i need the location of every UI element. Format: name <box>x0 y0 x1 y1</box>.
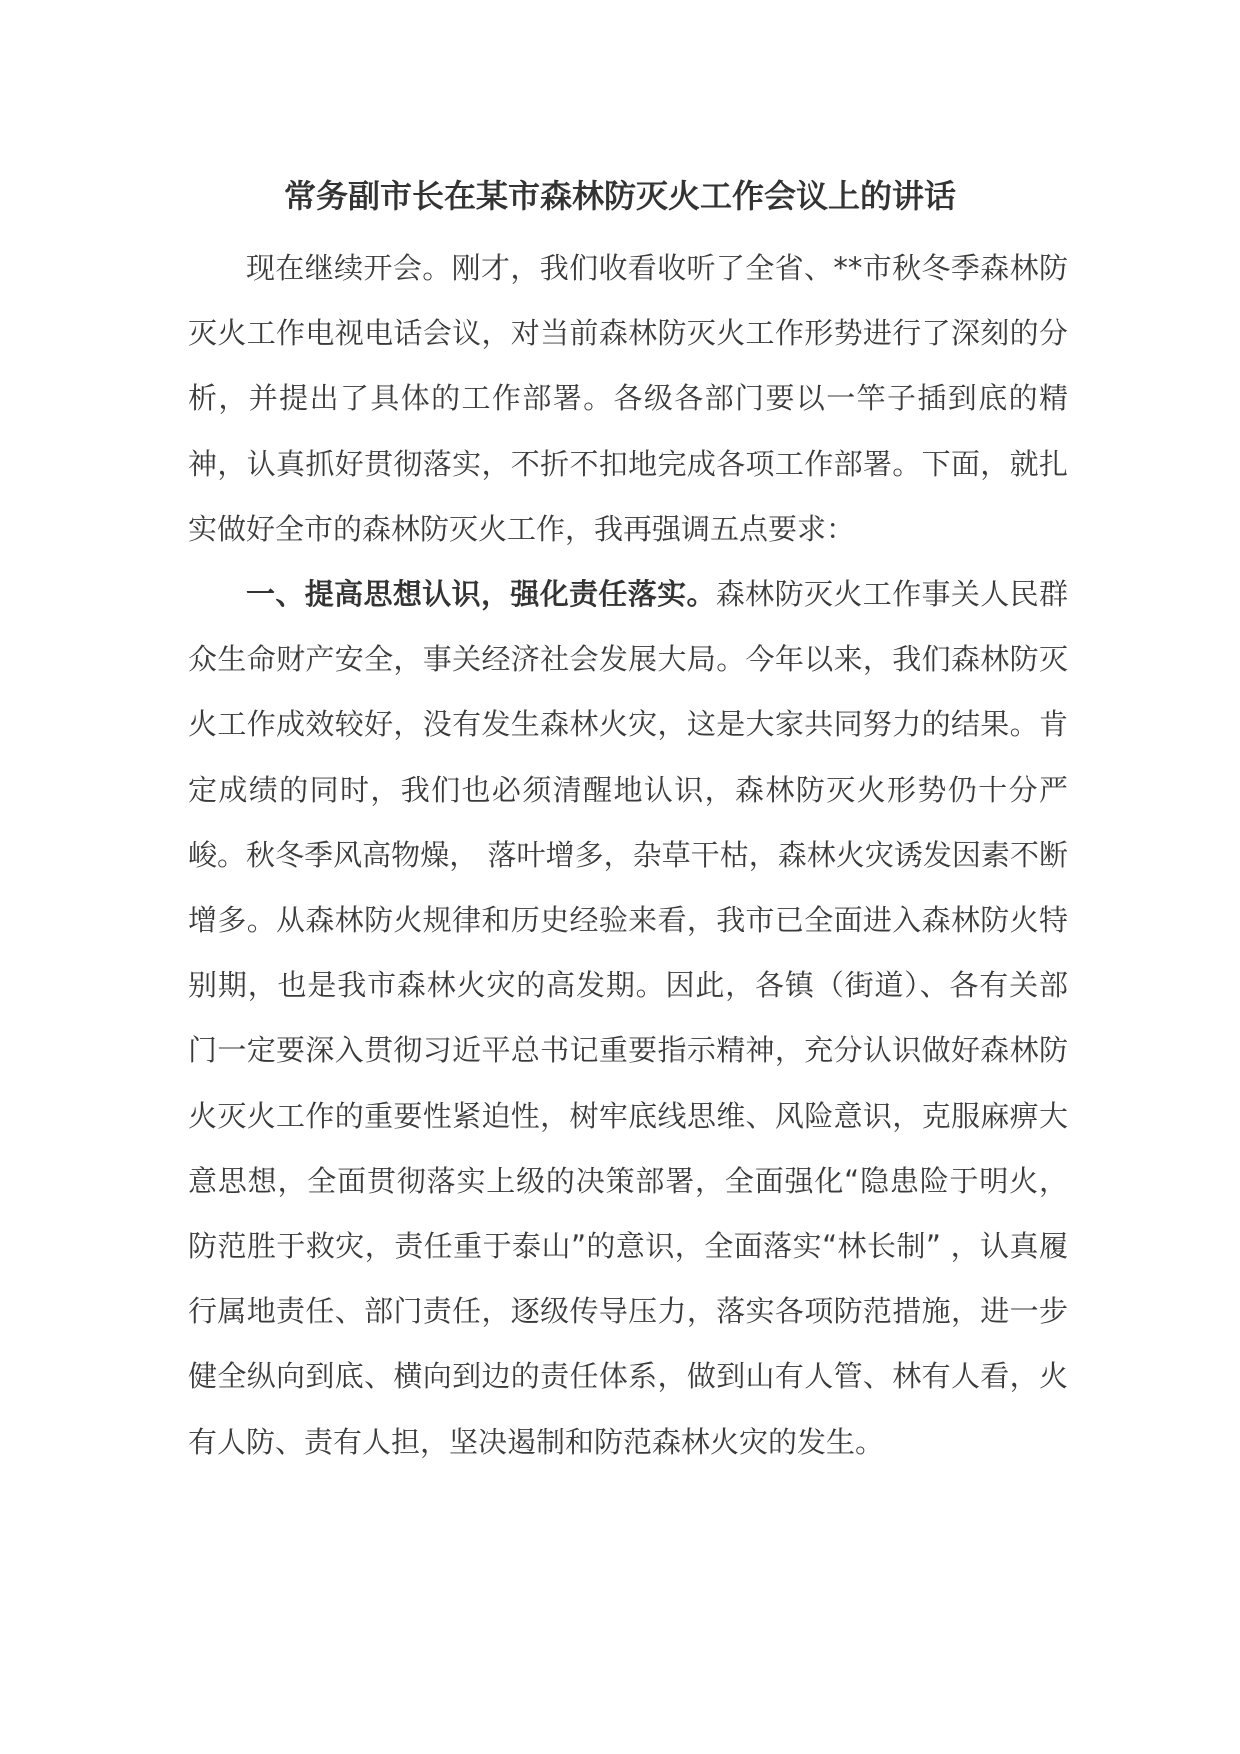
paragraph-opening <box>188 236 1068 562</box>
paragraph-text: 现在继续开会。刚才，我们收看收听了全省、**市秋冬季森林防灭火工作电视电话会议，对当前森林防灭火工作形势进行了深刻的分析，并提出了具体的工作部署。各级各部门要以一竿子插到底的精神，认真抓好贯彻落实，不折不扣地完成各项工作部署。下面，就扎实做好全市的森林防灭火工作，我再强调五点要求： <box>188 251 1068 546</box>
paragraph-point-one <box>188 562 1068 1475</box>
document-title: 常务副市长在某市森林防灭火工作会议上的讲话 <box>283 177 956 215</box>
document-body <box>188 236 1068 1475</box>
paragraph-text: 森林防灭火工作事关人民群众生命财产安全，事关经济社会发展大局。今年以来，我们森林防灭火工作成效较好，没有发生森林火灾，这是大家共同努力的结果。肯定成绩的同时，我们也必须清醒地认识，森林防灭火形势仍十分严峻。秋冬季风高物燥， 落叶增多，杂草干枯，森林火灾诱发因素不断增多。从森林防火规律和历史经验来看，我市已全面进入森林防火特别期，也是我市森林火灾的高发期。因此，各镇（街道）、各有关部门一定要深入贯彻习近平总书记重要指示精神，充分认识做好森林防火灭火工作的重要性紧迫性，树牢底线思维、风险意识，克服麻痹大意思想，全面贯彻落实上级的决策部署，全面强化“隐患险于明火，防范胜于救灾，责任重于泰山”的意识，全面落实“林长制” ，认真履行属地责任、部门责任，逐级传导压力，落实各项防范措施，进一步健全纵向到底、横向到边的责任体系，做到山有人管、林有人看，火有人防、责有人担，坚决遏制和防范森林火灾的发生。 <box>188 577 1068 1459</box>
paragraph-lead: 一、提高思想认识，强化责任落实。 <box>246 577 716 612</box>
